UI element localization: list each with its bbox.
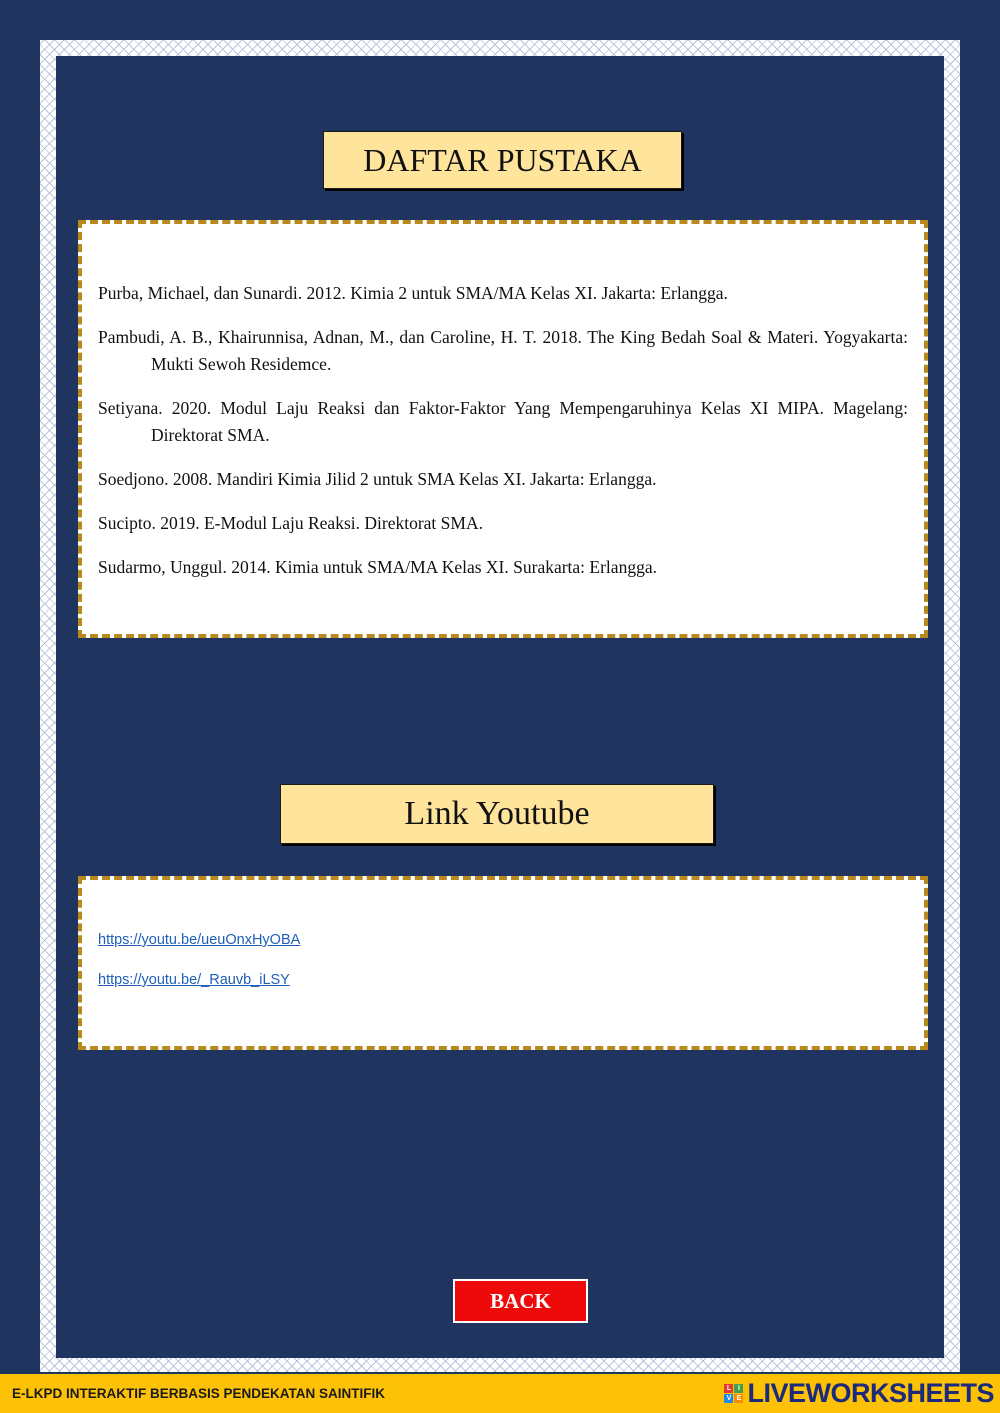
- youtube-link-2[interactable]: https://youtu.be/_Rauvb_iLSY: [98, 972, 290, 988]
- brand-name: LIVEWORKSHEETS: [747, 1378, 994, 1408]
- back-button-label: BACK: [490, 1288, 551, 1313]
- daftar-pustaka-title-text: DAFTAR PUSTAKA: [363, 141, 642, 178]
- footer-text: E-LKPD INTERAKTIF BERBASIS PENDEKATAN SAINTIFIK: [12, 1386, 386, 1401]
- link-youtube-title-text: Link Youtube: [404, 795, 590, 832]
- reference-item: Sudarmo, Unggul. 2014. Kimia untuk SMA/MA Kelas XI. Surakarta: Erlangga.: [98, 557, 657, 577]
- references-card: [78, 220, 928, 638]
- reference-item: Sucipto. 2019. E-Modul Laju Reaksi. Direktorat SMA.: [98, 513, 483, 533]
- daftar-pustaka-title: [323, 131, 682, 189]
- youtube-links-card: [78, 876, 928, 1050]
- reference-item: Purba, Michael, dan Sunardi. 2012. Kimia 2 untuk SMA/MA Kelas XI. Jakarta: Erlangga.: [98, 283, 728, 303]
- live-mark-icon: [724, 1384, 743, 1403]
- footer-bar: [0, 1374, 1000, 1413]
- live-mark-letter: I: [734, 1384, 743, 1393]
- youtube-links-list: [98, 932, 300, 1012]
- youtube-link-1[interactable]: https://youtu.be/ueuOnxHyOBA: [98, 932, 301, 948]
- live-mark-letter: L: [724, 1384, 733, 1393]
- reference-item: Setiyana. 2020. Modul Laju Reaksi dan Faktor-Faktor Yang Mempengaruhinya Kelas XI MIPA. Magelang: Direktorat SMA.: [98, 398, 908, 445]
- live-mark-letter: V: [724, 1394, 733, 1403]
- reference-item: Pambudi, A. B., Khairunnisa, Adnan, M., dan Caroline, H. T. 2018. The King Bedah Soal & Materi. Yogyakarta: Mukti Sewoh Residemce.: [98, 327, 908, 374]
- liveworksheets-logo: [724, 1378, 1000, 1409]
- references-list: [98, 280, 908, 598]
- reference-item: Soedjono. 2008. Mandiri Kimia Jilid 2 untuk SMA Kelas XI. Jakarta: Erlangga.: [98, 469, 657, 489]
- live-mark-letter: E: [734, 1394, 743, 1403]
- back-button[interactable]: [453, 1279, 588, 1323]
- link-youtube-title: [280, 784, 714, 844]
